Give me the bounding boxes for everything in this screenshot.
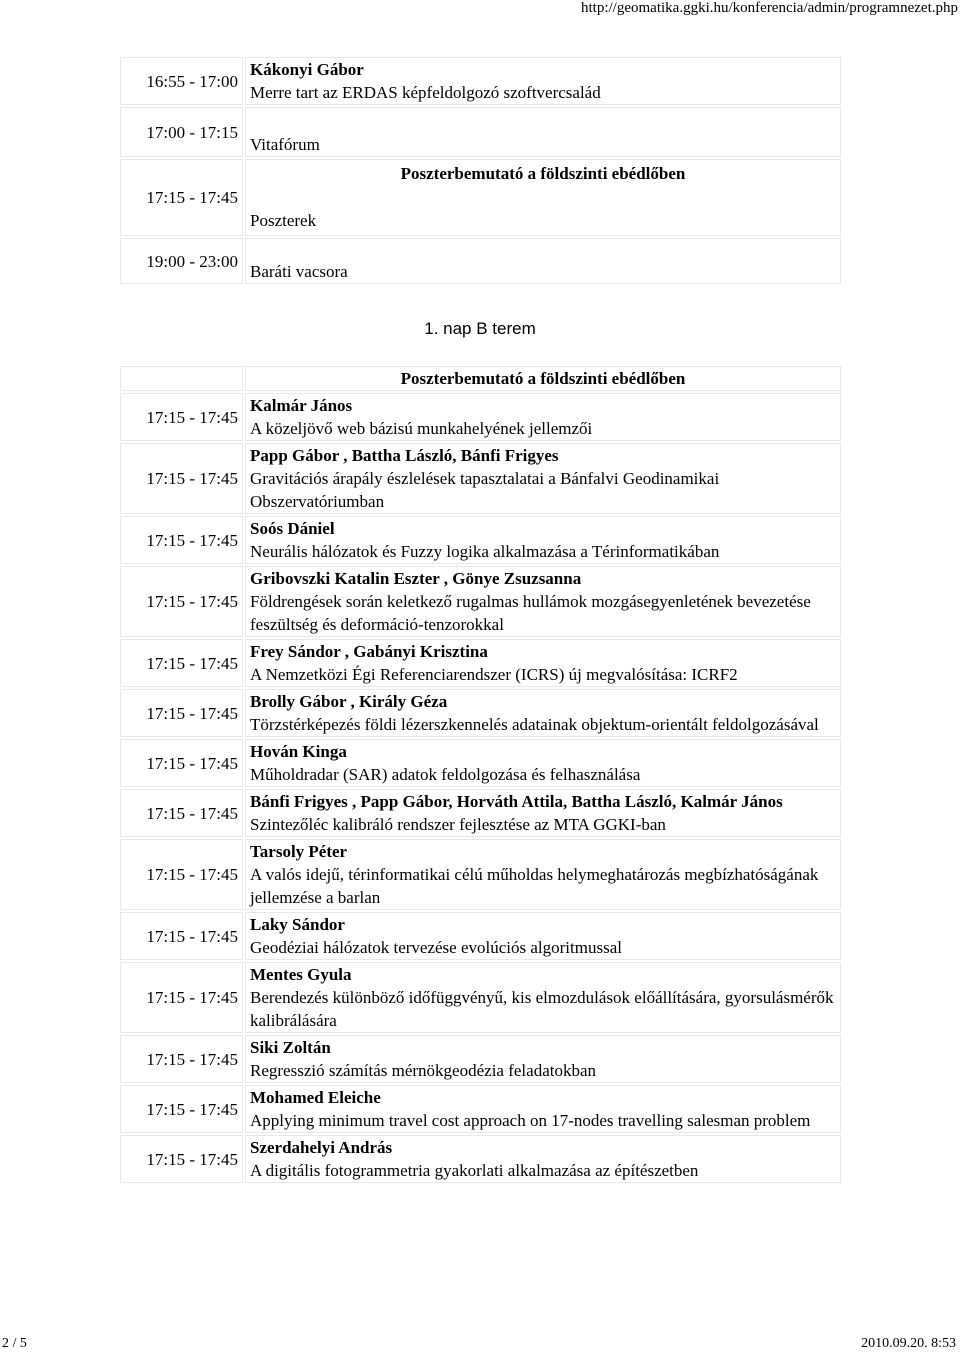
time-cell: 17:15 - 17:45 [120,739,243,787]
event-text: Poszterek [250,211,317,230]
table-row [120,962,841,1033]
table-row [120,57,841,105]
event-cell: Vitafórum [245,107,841,157]
time-cell: 17:15 - 17:45 [120,912,243,960]
talk-title: Merre tart az ERDAS képfeldolgozó szoftvercsalád [250,83,601,102]
poster-title: Műholdradar (SAR) adatok feldolgozása és felhasználása [250,765,641,784]
poster-author: Mentes Gyula [250,965,352,984]
print-datetime: 2010.09.20. 8:53 [861,1336,956,1351]
table-row [120,689,841,737]
table-row [120,789,841,837]
poster-cell [245,912,841,960]
time-cell: 17:15 - 17:45 [120,516,243,564]
table-row [120,393,841,441]
poster-cell [245,689,841,737]
poster-banner: Poszterbemutató a földszinti ebédlőben [245,366,841,391]
talk-author: Kákonyi Gábor [250,60,364,79]
poster-cell [245,839,841,910]
poster-cell [245,393,841,441]
table-row [120,639,841,687]
poster-author: Soós Dániel [250,519,335,538]
time-cell [120,366,243,391]
table-row [120,238,841,284]
time-cell: 19:00 - 23:00 [120,238,243,284]
table-row [120,839,841,910]
time-cell: 17:15 - 17:45 [120,159,243,236]
page-number: 2 / 5 [2,1336,27,1351]
table-row [120,1035,841,1083]
poster-title: A digitális fotogrammetria gyakorlati alkalmazása az építészetben [250,1161,699,1180]
poster-title: A Nemzetközi Égi Referenciarendszer (ICRS) új megvalósítása: ICRF2 [250,665,738,684]
poster-author: Siki Zoltán [250,1038,331,1057]
schedule-table-room-b [118,364,843,1185]
time-cell: 17:15 - 17:45 [120,689,243,737]
table-row [120,107,841,157]
time-cell: 17:15 - 17:45 [120,1135,243,1183]
time-cell: 17:15 - 17:45 [120,789,243,837]
poster-title: Regresszió számítás mérnökgeodézia feladatokban [250,1061,597,1080]
poster-author: Brolly Gábor , Király Géza [250,692,448,711]
poster-cell [245,639,841,687]
time-cell: 17:15 - 17:45 [120,1085,243,1133]
poster-title: Törzstérképezés földi lézerszkennelés adatainak objektum-orientált feldolgozásával [250,715,819,734]
time-cell: 17:15 - 17:45 [120,443,243,514]
event-cell: Baráti vacsora [245,238,841,284]
poster-cell [245,443,841,514]
time-cell: 17:15 - 17:45 [120,566,243,637]
table-row [120,739,841,787]
poster-author: Mohamed Eleiche [250,1088,381,1107]
poster-author: Frey Sándor , Gabányi Krisztina [250,642,488,661]
poster-cell [245,566,841,637]
poster-title: A közeljövő web bázisú munkahelyének jellemzői [250,419,593,438]
poster-cell [245,962,841,1033]
time-cell: 17:15 - 17:45 [120,839,243,910]
poster-author: Szerdahelyi András [250,1138,393,1157]
poster-cell [245,789,841,837]
poster-author: Papp Gábor , Battha László, Bánfi Frigyes [250,446,559,465]
poster-title: Gravitációs árapály észlelések tapasztalatai a Bánfalvi Geodinamikai Obszervatóriumban [250,469,720,511]
time-cell: 17:15 - 17:45 [120,393,243,441]
poster-title: A valós idejű, térinformatikai célú műholdas helymeghatározás megbízhatóságának jellemzése a barlan [250,865,819,907]
poster-cell [245,1135,841,1183]
table-row [120,366,841,391]
poster-title: Neurális hálózatok és Fuzzy logika alkalmazása a Térinformatikában [250,542,720,561]
poster-title: Applying minimum travel cost approach on 17-nodes travelling salesman problem [250,1111,811,1130]
poster-cell [245,739,841,787]
poster-author: Gribovszki Katalin Eszter , Gönye Zsuzsanna [250,569,582,588]
time-cell: 17:15 - 17:45 [120,639,243,687]
time-cell: 17:00 - 17:15 [120,107,243,157]
poster-author: Hován Kinga [250,742,347,761]
table-row [120,1135,841,1183]
time-cell: 16:55 - 17:00 [120,57,243,105]
poster-author: Bánfi Frigyes , Papp Gábor, Horváth Attila, Battha László, Kalmár János [250,792,783,811]
poster-cell [245,159,841,236]
page-url: http://geomatika.ggki.hu/konferencia/admin/programnezet.php [581,0,958,16]
table-row [120,516,841,564]
poster-title: Geodéziai hálózatok tervezése evolúciós algoritmussal [250,938,622,957]
table-row [120,566,841,637]
table-row [120,159,841,236]
poster-author: Laky Sándor [250,915,345,934]
poster-author: Tarsoly Péter [250,842,348,861]
poster-author: Kalmár János [250,396,353,415]
poster-title: Földrengések során keletkező rugalmas hullámok mozgásegyenletének bevezetése feszültség és deformáció-tenzorokkal [250,592,811,634]
time-cell: 17:15 - 17:45 [120,1035,243,1083]
table-row [120,1085,841,1133]
poster-cell [245,1035,841,1083]
poster-title: Berendezés különböző időfüggvényű, kis elmozdulások előállítására, gyorsulásmérők kalibrálására [250,988,834,1030]
table-row [120,443,841,514]
talk-cell [245,57,841,105]
poster-cell [245,1085,841,1133]
schedule-table-day1 [118,55,843,286]
section-title: 1. nap B terem [424,319,536,338]
time-cell: 17:15 - 17:45 [120,962,243,1033]
poster-title: Szintezőléc kalibráló rendszer fejlesztése az MTA GGKI-ban [250,815,666,834]
poster-cell [245,516,841,564]
poster-note: Poszterbemutató a földszinti ebédlőben [400,164,686,183]
table-row [120,912,841,960]
